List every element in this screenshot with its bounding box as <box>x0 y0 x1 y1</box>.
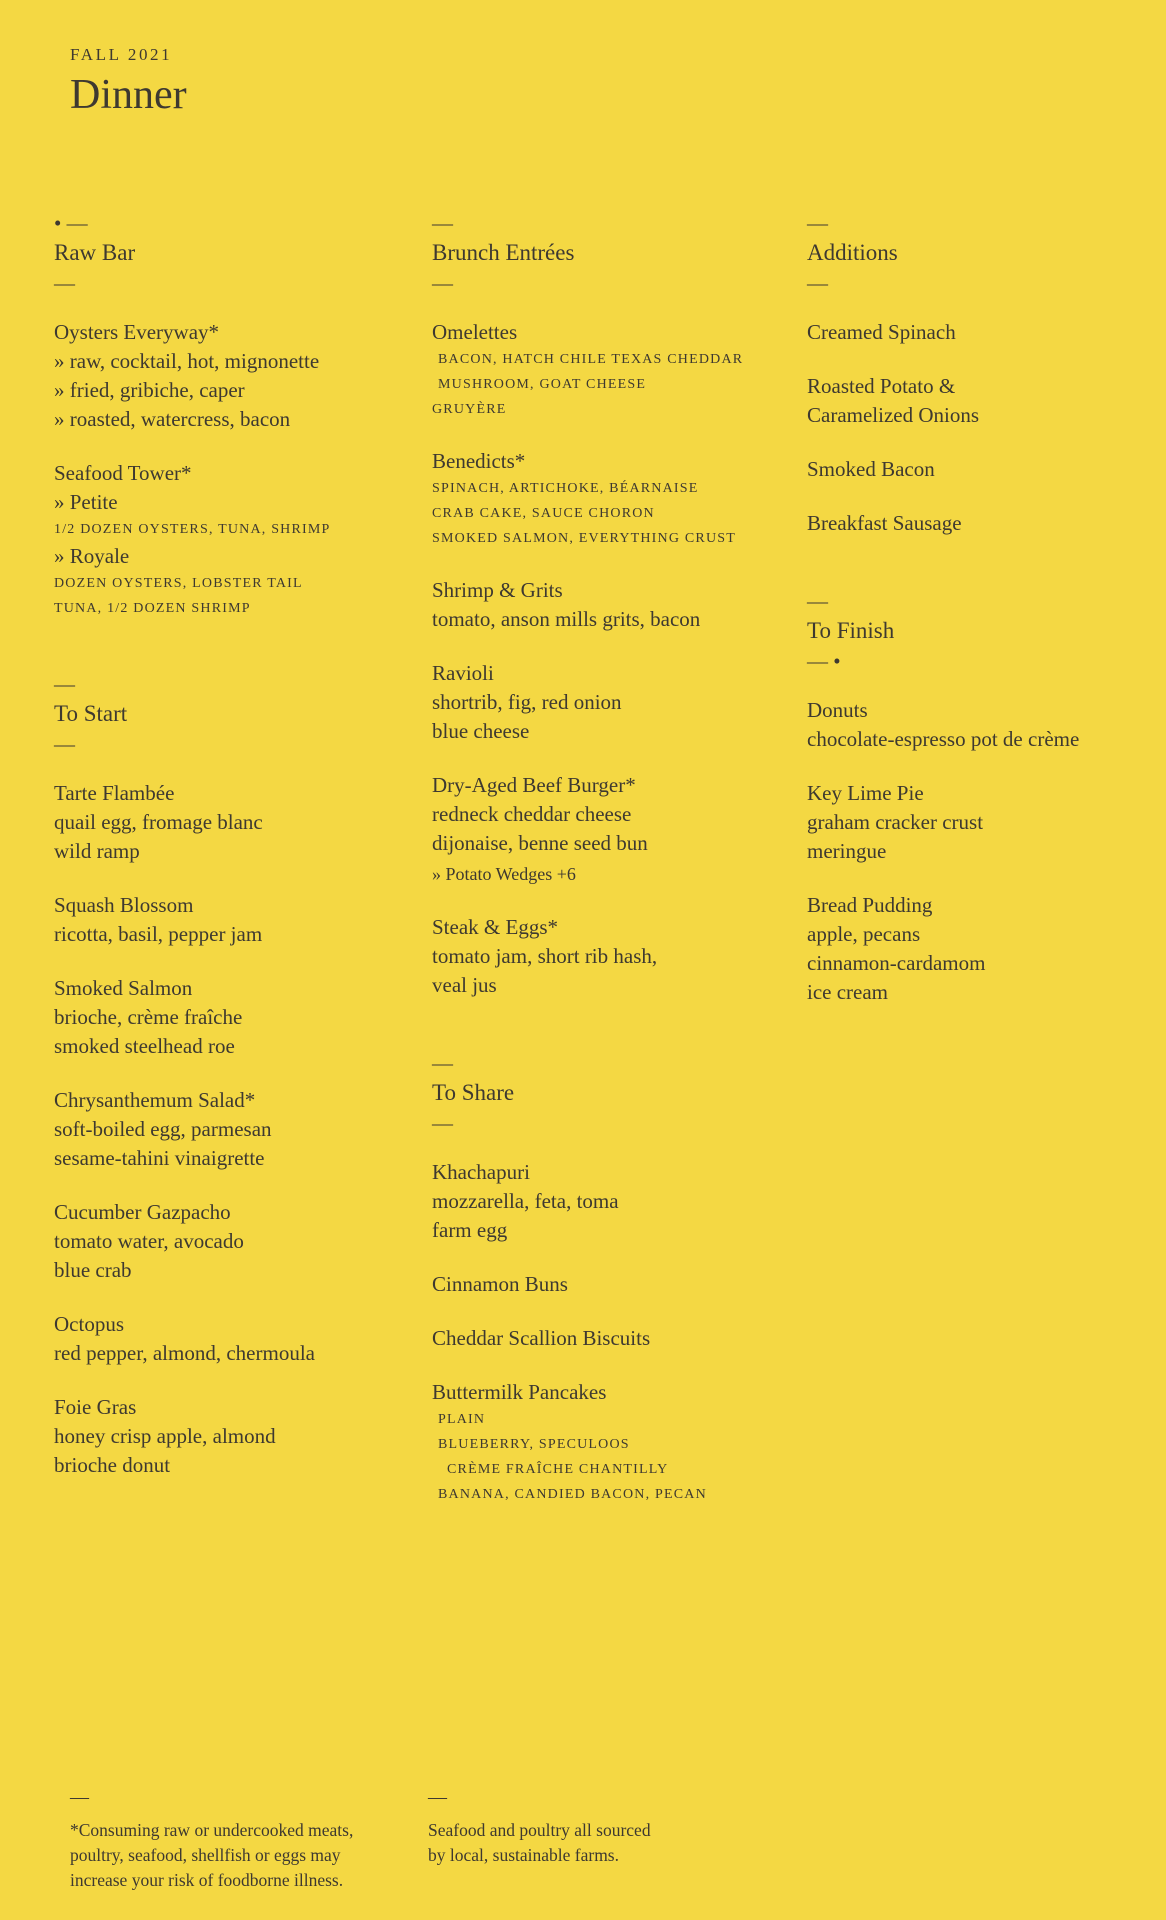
menu-item <box>54 318 432 434</box>
item-name: Oysters Everyway* <box>54 320 220 344</box>
menu-item <box>54 974 432 1061</box>
section-to-start <box>54 669 432 1480</box>
section-items <box>807 318 1137 538</box>
menu-item <box>54 1310 432 1368</box>
menu-footer <box>0 1786 1166 1893</box>
section-marker-below: — <box>54 732 75 756</box>
item-line: GRUYÈRE <box>432 402 507 417</box>
item-line: veal jus <box>432 973 497 997</box>
item-line: tomato jam, short rib hash, <box>432 944 658 968</box>
item-line: honey crisp apple, almond <box>54 1424 276 1448</box>
menu-item <box>432 1158 807 1245</box>
menu-item <box>807 779 1137 866</box>
menu-item <box>807 509 1137 538</box>
item-line: MUSHROOM, GOAT CHEESE <box>438 377 647 392</box>
menu-item <box>432 1324 807 1353</box>
item-line: tomato, anson mills grits, bacon <box>432 607 701 631</box>
item-name: Squash Blossom <box>54 893 194 917</box>
section-marker-above: — <box>807 589 828 613</box>
item-line: CRAB CAKE, SAUCE CHORON <box>432 506 655 521</box>
item-line: brioche donut <box>54 1453 171 1477</box>
menu-item <box>807 318 1137 347</box>
item-name: Benedicts* <box>432 449 526 473</box>
item-line: DOZEN OYSTERS, LOBSTER TAIL <box>54 576 303 591</box>
menu-item <box>54 779 432 866</box>
footer-line: increase your risk of foodborne illness. <box>70 1870 344 1890</box>
item-name: Caramelized Onions <box>807 403 980 427</box>
item-line: graham cracker crust <box>807 810 984 834</box>
menu-item <box>432 318 807 422</box>
item-line: CRÈME FRAÎCHE CHANTILLY <box>447 1462 669 1477</box>
section-title: Brunch Entrées <box>432 240 575 265</box>
menu-item <box>432 576 807 634</box>
menu-item <box>54 459 432 621</box>
section-title: To Share <box>432 1080 515 1105</box>
item-line: sesame-tahini vinaigrette <box>54 1146 265 1170</box>
section-to-share <box>432 1048 807 1507</box>
menu-item <box>54 891 432 949</box>
item-line: tomato water, avocado <box>54 1229 244 1253</box>
section-marker-above: • — <box>54 211 88 235</box>
section-title: Additions <box>807 240 898 265</box>
section-marker-below: — <box>807 271 828 295</box>
section-title: To Start <box>54 701 128 726</box>
item-name: Foie Gras <box>54 1395 137 1419</box>
item-line: quail egg, fromage blanc <box>54 810 263 834</box>
section-to-finish <box>807 586 1137 1007</box>
item-name: Omelettes <box>432 320 518 344</box>
item-line: brioche, crème fraîche <box>54 1005 243 1029</box>
season-label: FALL 2021 <box>70 45 173 64</box>
footer-line: Seafood and poultry all sourced <box>428 1820 651 1840</box>
footer-marker: — <box>70 1787 89 1808</box>
section-title: To Finish <box>807 618 895 643</box>
item-line: smoked steelhead roe <box>54 1034 235 1058</box>
menu-item <box>432 771 807 888</box>
item-line: BANANA, CANDIED BACON, PECAN <box>438 1487 707 1502</box>
item-name: Ravioli <box>432 661 494 685</box>
item-name: Shrimp & Grits <box>432 578 563 602</box>
section-items <box>807 696 1137 1007</box>
menu-header <box>0 0 1166 120</box>
menu-item <box>54 1086 432 1173</box>
item-name: Octopus <box>54 1312 124 1336</box>
item-line: apple, pecans <box>807 922 921 946</box>
menu-item <box>432 659 807 746</box>
menu-item <box>807 891 1137 1007</box>
item-line: BACON, HATCH CHILE TEXAS CHEDDAR <box>438 352 744 367</box>
item-name: Roasted Potato & <box>807 374 956 398</box>
item-name: Chrysanthemum Salad* <box>54 1088 256 1112</box>
item-line: TUNA, 1/2 DOZEN SHRIMP <box>54 601 251 616</box>
item-name: Bread Pudding <box>807 893 933 917</box>
section-marker-above: — <box>432 1051 453 1075</box>
item-name: Dry-Aged Beef Burger* <box>432 773 636 797</box>
item-name: Tarte Flambée <box>54 781 175 805</box>
section-items <box>54 318 432 621</box>
menu-item <box>807 696 1137 754</box>
item-line: BLUEBERRY, SPECULOOS <box>438 1437 630 1452</box>
item-line: PLAIN <box>438 1412 486 1427</box>
item-name: Cucumber Gazpacho <box>54 1200 231 1224</box>
item-line: chocolate-espresso pot de crème <box>807 727 1080 751</box>
item-name: Breakfast Sausage <box>807 511 962 535</box>
section-brunch-entr-es <box>432 208 807 1000</box>
menu-item <box>54 1198 432 1285</box>
item-line: » roasted, watercress, bacon <box>54 407 291 431</box>
menu-columns <box>0 208 1166 1507</box>
menu-column-1 <box>54 208 432 1507</box>
section-items <box>432 318 807 1000</box>
item-line: shortrib, fig, red onion <box>432 690 622 714</box>
item-line: ricotta, basil, pepper jam <box>54 922 263 946</box>
section-marker-below: — <box>432 1111 453 1135</box>
item-line: » Potato Wedges +6 <box>432 864 576 884</box>
item-line: blue crab <box>54 1258 132 1282</box>
menu-column-2 <box>432 208 807 1507</box>
item-line: » Royale <box>54 544 130 568</box>
item-line: SPINACH, ARTICHOKE, BÉARNAISE <box>432 481 699 496</box>
menu-item <box>54 1393 432 1480</box>
item-name: Donuts <box>807 698 868 722</box>
item-name: Seafood Tower* <box>54 461 192 485</box>
item-line: 1/2 DOZEN OYSTERS, TUNA, SHRIMP <box>54 522 331 537</box>
footer-line: *Consuming raw or undercooked meats, <box>70 1820 354 1840</box>
item-name: Smoked Bacon <box>807 457 935 481</box>
item-name: Steak & Eggs* <box>432 915 558 939</box>
item-line: farm egg <box>432 1218 508 1242</box>
footer-marker: — <box>428 1787 447 1808</box>
section-marker-below: — <box>432 271 453 295</box>
item-line: blue cheese <box>432 719 530 743</box>
footer-allergy-lines <box>70 1818 428 1893</box>
item-name: Buttermilk Pancakes <box>432 1380 607 1404</box>
section-marker-below: — <box>54 271 75 295</box>
item-name: Creamed Spinach <box>807 320 956 344</box>
item-line: dijonaise, benne seed bun <box>432 831 648 855</box>
item-line: SMOKED SALMON, EVERYTHING CRUST <box>432 531 736 546</box>
footer-line: by local, sustainable farms. <box>428 1845 619 1865</box>
page-title: Dinner <box>70 72 187 118</box>
section-marker-above: — <box>54 672 75 696</box>
item-line: meringue <box>807 839 887 863</box>
item-line: redneck cheddar cheese <box>432 802 632 826</box>
item-name: Cheddar Scallion Biscuits <box>432 1326 651 1350</box>
item-name: Smoked Salmon <box>54 976 193 1000</box>
section-items <box>54 779 432 1480</box>
item-line: » fried, gribiche, caper <box>54 378 245 402</box>
item-name: Cinnamon Buns <box>432 1272 568 1296</box>
footer-note-allergy <box>70 1786 428 1893</box>
item-line: » Petite <box>54 490 118 514</box>
item-name: Key Lime Pie <box>807 781 924 805</box>
section-items <box>432 1158 807 1507</box>
menu-item <box>432 447 807 551</box>
menu-item <box>432 1270 807 1299</box>
menu-item <box>432 913 807 1000</box>
menu-item <box>432 1378 807 1507</box>
section-marker-below: — • <box>807 649 841 673</box>
footer-note-sourcing <box>428 1786 651 1893</box>
item-line: wild ramp <box>54 839 140 863</box>
section-marker-above: — <box>432 211 453 235</box>
menu-item <box>807 372 1137 430</box>
item-line: soft-boiled egg, parmesan <box>54 1117 272 1141</box>
footer-line: poultry, seafood, shellfish or eggs may <box>70 1845 341 1865</box>
menu-item <box>807 455 1137 484</box>
item-line: ice cream <box>807 980 889 1004</box>
section-marker-above: — <box>807 211 828 235</box>
section-additions <box>807 208 1137 538</box>
item-line: mozzarella, feta, toma <box>432 1189 619 1213</box>
item-line: red pepper, almond, chermoula <box>54 1341 315 1365</box>
section-raw-bar <box>54 208 432 621</box>
section-title: Raw Bar <box>54 240 136 265</box>
menu-column-3 <box>807 208 1137 1507</box>
item-line: » raw, cocktail, hot, mignonette <box>54 349 320 373</box>
item-name: Khachapuri <box>432 1160 530 1184</box>
footer-sourcing-lines <box>428 1818 651 1868</box>
item-line: cinnamon-cardamom <box>807 951 986 975</box>
